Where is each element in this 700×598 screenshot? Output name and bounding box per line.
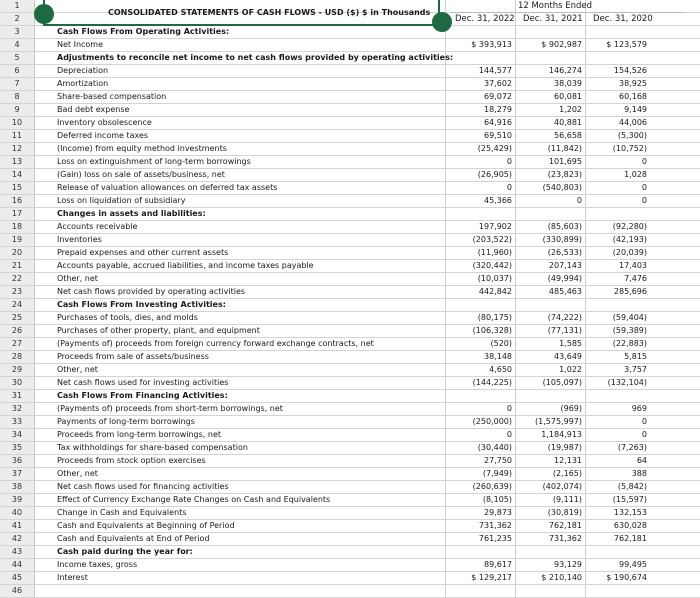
spreadsheet-row[interactable] [0,260,700,273]
value-cell-2022[interactable]: (25,429) [477,144,512,153]
value-cell-2022[interactable]: (144,225) [472,378,512,387]
spreadsheet-row[interactable] [0,143,700,156]
value-cell-2022[interactable]: 64,916 [484,118,512,127]
section-heading: Cash Flows From Financing Activities: [57,391,228,400]
value-cell-2022[interactable]: 89,617 [484,560,512,569]
value-cell-2022[interactable]: (10,037) [477,274,512,283]
spreadsheet-row[interactable] [0,338,700,351]
value-cell-2020[interactable]: 762,181 [613,534,647,543]
column-header-2020[interactable]: Dec. 31, 2020 [593,14,653,24]
value-cell-2022[interactable]: $ 129,217 [471,573,512,582]
line-item-label: Net cash flows used for investing activities [57,378,229,387]
value-cell-2020[interactable]: 0 [641,196,647,205]
value-cell-2022[interactable]: 0 [506,183,512,192]
value-cell-2021[interactable]: (2,165) [552,469,582,478]
line-item-label: Depreciation [57,66,109,75]
value-cell-2021[interactable]: 485,463 [548,287,582,296]
spreadsheet-row[interactable] [0,117,700,130]
spreadsheet-row[interactable] [0,455,700,468]
spreadsheet-row[interactable] [0,559,700,572]
row-number: 22 [11,274,23,283]
spreadsheet-row[interactable] [0,325,700,338]
section-heading: Cash paid during the year for: [57,547,193,556]
value-cell-2020[interactable]: 0 [641,157,647,166]
line-item-label: Inventories [57,235,102,244]
row-number: 41 [11,521,23,530]
line-item-label: (Gain) loss on sale of assets/business, net [57,170,225,179]
spreadsheet-row[interactable] [0,195,700,208]
value-cell-2020[interactable]: 9,149 [624,105,647,114]
value-cell-2022[interactable]: 29,873 [484,508,512,517]
value-cell-2021[interactable]: (11,842) [547,144,582,153]
value-cell-2022[interactable]: (26,905) [477,170,512,179]
value-cell-2021[interactable]: (330,899) [542,235,582,244]
value-cell-2022[interactable]: 37,602 [484,79,512,88]
line-item-label: Income taxes, gross [57,560,138,569]
row-number: 38 [11,482,23,491]
section-heading: Changes in assets and liabilities: [57,209,206,218]
line-item-label: Payments of long-term borrowings [57,417,195,426]
value-cell-2021[interactable]: 207,143 [548,261,582,270]
value-cell-2020[interactable]: (15,597) [612,495,647,504]
row-number: 10 [11,118,23,127]
value-cell-2022[interactable]: (250,000) [472,417,512,426]
period-span-header: 12 Months Ended [517,1,593,11]
spreadsheet-row[interactable] [0,221,700,234]
value-cell-2022[interactable]: 38,148 [484,352,512,361]
row-number: 5 [14,53,20,62]
value-cell-2022[interactable]: $ 393,913 [471,40,512,49]
value-cell-2020[interactable]: 969 [631,404,647,413]
spreadsheet-row[interactable] [0,299,700,312]
value-cell-2020[interactable]: 1,028 [624,170,647,179]
line-item-label: Net cash flows provided by operating activities [57,287,246,296]
value-cell-2021[interactable]: 0 [576,196,582,205]
value-cell-2020[interactable]: 0 [641,417,647,426]
value-cell-2021[interactable]: (969) [560,404,582,413]
value-cell-2022[interactable]: 197,902 [478,222,512,231]
spreadsheet-row[interactable] [0,572,700,585]
line-item-label: Cash and Equivalents at End of Period [57,534,210,543]
value-cell-2020[interactable]: 132,153 [613,508,647,517]
row-number: 23 [11,287,23,296]
row-number: 25 [11,313,23,322]
value-cell-2021[interactable]: 762,181 [548,521,582,530]
period-span-underline [450,12,685,13]
spreadsheet-row[interactable] [0,468,700,481]
row-number: 20 [11,248,23,257]
row-number: 3 [14,27,20,36]
row-number: 17 [11,209,23,218]
spreadsheet-row[interactable] [0,546,700,559]
value-cell-2020[interactable]: 99,495 [619,560,647,569]
value-cell-2021[interactable]: 43,649 [554,352,582,361]
spreadsheet-row[interactable] [0,247,700,260]
value-cell-2021[interactable]: (540,803) [542,183,582,192]
value-cell-2022[interactable]: (106,328) [472,326,512,335]
value-cell-2020[interactable]: 5,815 [624,352,647,361]
value-cell-2020[interactable]: $ 190,674 [606,573,647,582]
value-cell-2020[interactable]: 154,526 [613,66,647,75]
row-number: 24 [11,300,23,309]
value-cell-2022[interactable]: 761,235 [478,534,512,543]
spreadsheet-row[interactable] [0,91,700,104]
value-cell-2022[interactable]: 4,650 [489,365,512,374]
line-item-label: (Income) from equity method investments [57,144,227,153]
spreadsheet-row[interactable] [0,26,700,39]
row-number: 36 [11,456,23,465]
line-item-label: Change in Cash and Equivalents [57,508,187,517]
line-item-label: Proceeds from sale of assets/business [57,352,209,361]
spreadsheet-row[interactable] [0,169,700,182]
value-cell-2020[interactable]: 38,925 [619,79,647,88]
value-cell-2021[interactable]: (19,987) [547,443,582,452]
spreadsheet-row[interactable] [0,286,700,299]
row-number: 31 [11,391,23,400]
line-item-label: Loss on extinguishment of long-term borrowings [57,157,251,166]
row-number: 19 [11,235,23,244]
value-cell-2020[interactable]: (10,752) [612,144,647,153]
value-cell-2021[interactable]: 93,129 [554,560,582,569]
value-cell-2020[interactable]: $ 123,579 [606,40,647,49]
line-item-label: Deferred income taxes [57,131,149,140]
column-header-2021[interactable]: Dec. 31, 2021 [523,14,583,24]
row-number: 6 [14,66,20,75]
line-item-label: Accounts payable, accrued liabilities, and income taxes payable [57,261,314,270]
row-number: 32 [11,404,23,413]
value-cell-2021[interactable]: (74,222) [547,313,582,322]
section-heading: Adjustments to reconcile net income to net cash flows provided by operating activities: [57,53,454,62]
line-item-label: Other, net [57,274,98,283]
spreadsheet-row[interactable] [0,39,700,52]
value-cell-2022[interactable]: 69,072 [484,92,512,101]
row-number: 34 [11,430,23,439]
row-number: 42 [11,534,23,543]
value-cell-2021[interactable]: 56,658 [554,131,582,140]
spreadsheet-row[interactable] [0,429,700,442]
value-cell-2022[interactable]: 0 [506,430,512,439]
line-item-label: Net Income [57,40,104,49]
value-cell-2021[interactable]: (49,994) [547,274,582,283]
spreadsheet-row[interactable] [0,403,700,416]
line-item-label: Inventory obsolescence [57,118,152,127]
value-cell-2022[interactable]: 0 [506,404,512,413]
value-cell-2020[interactable]: 64 [636,456,647,465]
line-item-label: Net cash flows used for financing activities [57,482,229,491]
row-number: 2 [14,14,20,23]
value-cell-2022[interactable]: (520) [490,339,512,348]
value-cell-2022[interactable]: (203,522) [472,235,512,244]
row-number: 28 [11,352,23,361]
value-cell-2020[interactable]: (5,300) [617,131,647,140]
section-heading: Cash Flows From Operating Activities: [57,27,230,36]
row-number: 40 [11,508,23,517]
line-item-label: Proceeds from long-term borrowings, net [57,430,222,439]
value-cell-2021[interactable]: 1,022 [559,365,582,374]
value-cell-2020[interactable]: (42,193) [612,235,647,244]
line-item-label: Accounts receivable [57,222,138,231]
line-item-label: Amortization [57,79,109,88]
value-cell-2021[interactable]: 101,695 [548,157,582,166]
value-cell-2022[interactable]: (80,175) [477,313,512,322]
line-item-label: Effect of Currency Exchange Rate Changes on Cash and Equivalents [57,495,331,504]
spreadsheet-row[interactable] [0,390,700,403]
spreadsheet-row[interactable] [0,182,700,195]
row-number: 26 [11,326,23,335]
value-cell-2021[interactable]: 12,131 [554,456,582,465]
value-cell-2022[interactable]: (260,639) [472,482,512,491]
line-item-label: Release of valuation allowances on deferred tax assets [57,183,278,192]
value-cell-2020[interactable]: 3,757 [624,365,647,374]
value-cell-2022[interactable]: 0 [506,157,512,166]
row-number: 30 [11,378,23,387]
value-cell-2021[interactable]: $ 902,987 [541,40,582,49]
value-cell-2020[interactable]: 388 [631,469,647,478]
value-cell-2022[interactable]: 731,362 [478,521,512,530]
value-cell-2021[interactable]: 1,585 [559,339,582,348]
spreadsheet-row[interactable] [0,104,700,117]
value-cell-2021[interactable]: (105,097) [542,378,582,387]
spreadsheet-row[interactable] [0,130,700,143]
value-cell-2020[interactable]: (92,280) [612,222,647,231]
row-number: 21 [11,261,23,270]
value-cell-2022[interactable]: 442,842 [478,287,512,296]
value-cell-2022[interactable]: 27,750 [484,456,512,465]
line-item-label: Other, net [57,469,98,478]
row-number: 8 [14,92,20,101]
row-number: 43 [11,547,23,556]
value-cell-2021[interactable]: 60,081 [554,92,582,101]
line-item-label: (Payments of) proceeds from short-term borrowings, net [57,404,283,413]
line-item-label: Loss on liquidation of subsidiary [57,196,186,205]
spreadsheet-row[interactable] [0,442,700,455]
value-cell-2022[interactable]: (11,960) [477,248,512,257]
row-number: 33 [11,417,23,426]
spreadsheet-row[interactable] [0,377,700,390]
line-item-label: Tax withholdings for share-based compensation [57,443,248,452]
spreadsheet-row[interactable] [0,78,700,91]
value-cell-2021[interactable]: (1,575,997) [535,417,582,426]
line-item-label: Purchases of other property, plant, and equipment [57,326,260,335]
spreadsheet-row[interactable] [0,533,700,546]
row-number: 37 [11,469,23,478]
row-number: 16 [11,196,23,205]
row-number: 44 [11,560,23,569]
row-number: 35 [11,443,23,452]
line-item-label: (Payments of) proceeds from foreign currency forward exchange contracts, net [57,339,374,348]
spreadsheet-row[interactable] [0,65,700,78]
value-cell-2020[interactable]: 0 [641,183,647,192]
spreadsheet-row[interactable] [0,312,700,325]
spreadsheet-row[interactable] [0,585,700,598]
row-number: 46 [11,586,23,595]
line-item-label: Bad debt expense [57,105,130,114]
value-cell-2021[interactable]: (9,111) [552,495,582,504]
value-cell-2020[interactable]: (22,883) [612,339,647,348]
value-cell-2020[interactable]: 0 [641,430,647,439]
column-header-2022[interactable]: Dec. 31, 2022 [455,14,515,24]
spreadsheet-row[interactable] [0,481,700,494]
value-cell-2020[interactable]: (59,404) [612,313,647,322]
value-cell-2022[interactable]: 69,510 [484,131,512,140]
row-number: 29 [11,365,23,374]
line-item-label: Purchases of tools, dies, and molds [57,313,198,322]
spreadsheet-row[interactable] [0,416,700,429]
line-item-label: Proceeds from stock option exercises [57,456,206,465]
statement-title: CONSOLIDATED STATEMENTS OF CASH FLOWS - USD ($) $ in Thousands [108,8,431,17]
row-number: 4 [14,40,20,49]
row-number: 12 [11,144,23,153]
value-cell-2021[interactable]: (26,533) [547,248,582,257]
spreadsheet-row[interactable] [0,234,700,247]
row-number: 18 [11,222,23,231]
row-number: 13 [11,157,23,166]
value-cell-2020[interactable]: 285,696 [613,287,647,296]
value-cell-2020[interactable]: (59,389) [612,326,647,335]
value-cell-2020[interactable]: 44,006 [619,118,647,127]
line-item-label: Cash and Equivalents at Beginning of Period [57,521,235,530]
spreadsheet-row[interactable] [0,52,700,65]
value-cell-2020[interactable]: (20,039) [612,248,647,257]
value-cell-2022[interactable]: (8,105) [482,495,512,504]
spreadsheet-row[interactable] [0,520,700,533]
value-cell-2022[interactable]: (30,440) [477,443,512,452]
value-cell-2020[interactable]: (132,104) [607,378,647,387]
row-number: 1 [14,1,20,10]
row-number: 7 [14,79,20,88]
value-cell-2021[interactable]: 1,184,913 [541,430,582,439]
row-number: 9 [14,105,20,114]
row-number: 39 [11,495,23,504]
spreadsheet-row[interactable] [0,208,700,221]
spreadsheet-row[interactable] [0,351,700,364]
value-cell-2021[interactable]: (85,603) [547,222,582,231]
value-cell-2022[interactable]: 144,577 [478,66,512,75]
row-number: 27 [11,339,23,348]
value-cell-2020[interactable]: 630,028 [613,521,647,530]
row-number: 45 [11,573,23,582]
value-cell-2021[interactable]: 1,202 [559,105,582,114]
line-item-label: Interest [57,573,88,582]
value-cell-2020[interactable]: 7,476 [624,274,647,283]
spreadsheet-row[interactable] [0,273,700,286]
value-cell-2022[interactable]: 18,279 [484,105,512,114]
left-marker-dot [34,4,54,24]
row-number: 14 [11,170,23,179]
value-cell-2021[interactable]: (23,823) [547,170,582,179]
value-cell-2022[interactable]: 45,366 [484,196,512,205]
value-cell-2020[interactable]: (5,842) [617,482,647,491]
row-number: 15 [11,183,23,192]
value-cell-2020[interactable]: 60,168 [619,92,647,101]
value-cell-2020[interactable]: 17,403 [619,261,647,270]
value-cell-2021[interactable]: 40,881 [554,118,582,127]
value-cell-2021[interactable]: (402,074) [542,482,582,491]
spreadsheet-row[interactable] [0,156,700,169]
spreadsheet-row[interactable] [0,494,700,507]
value-cell-2021[interactable]: (77,131) [547,326,582,335]
value-cell-2022[interactable]: (320,442) [472,261,512,270]
spreadsheet-row[interactable] [0,364,700,377]
line-item-label: Share-based compensation [57,92,167,101]
value-cell-2020[interactable]: (7,263) [617,443,647,452]
spreadsheet-row[interactable] [0,507,700,520]
line-item-label: Other, net [57,365,98,374]
value-cell-2022[interactable]: (7,949) [482,469,512,478]
value-cell-2021[interactable]: 146,274 [548,66,582,75]
value-cell-2021[interactable]: 38,039 [554,79,582,88]
value-cell-2021[interactable]: $ 210,140 [541,573,582,582]
value-cell-2021[interactable]: (30,819) [547,508,582,517]
line-item-label: Prepaid expenses and other current assets [57,248,229,257]
value-cell-2021[interactable]: 731,362 [548,534,582,543]
section-heading: Cash Flows From Investing Activities: [57,300,226,309]
row-number: 11 [11,131,23,140]
